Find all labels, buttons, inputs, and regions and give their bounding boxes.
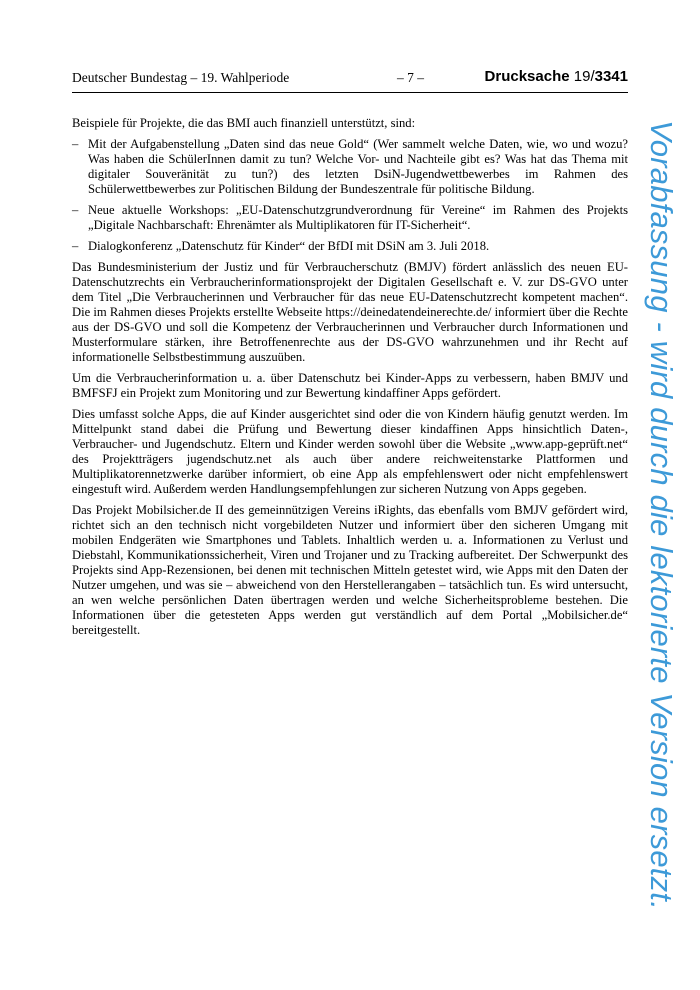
doc-number-prefix: 19/ (573, 68, 595, 85)
list-item-text: Dialogkonferenz „Datenschutz für Kinder“ der BfDI mit DSiN am 3. Juli 2018. (88, 239, 490, 253)
paragraph-bmjv-dsgvo: Das Bundesministerium der Justiz und für Verbraucherschutz (BMJV) fördert anlässlich des neuen EU-Datenschutzrechts ein Verbraucherinformationsprojekt der Digitalen Gesellschaft e. V. zur DS-GVO unter dem Titel „Die Verbraucherinnen und Verbraucher für das neue EU-Datenschutzrecht kompetent machen“. Die im Rahmen dieses Projekts erstellte Webseite https://deinedatendeinerechte.de/ informiert über die Rechte aus der DS-GVO und soll die Kompetenz der Verbraucherinnen und Verbraucher durch Informationen und Musterformulare stärken, ihre Betroffenenrechte aus der DS-GVO wahrzunehmen und ihr Recht auf informationelle Selbstbestimmung auszuüben. (72, 260, 628, 364)
list-item-text: Neue aktuelle Workshops: „EU-Datenschutzgrundverordnung für Vereine“ im Rahmen des Projekts „Digitale Nachbarschaft: Ehrenämter als Multiplikatoren für IT-Sicherheit“. (88, 203, 628, 232)
doc-number: 3341 (594, 68, 628, 85)
paragraph-mobilsicher: Das Projekt Mobilsicher.de II des gemeinnützigen Vereins iRights, das ebenfalls vom BMJV gefördert wird, richtet sich an den technisch nicht vorgebildeten Nutzer und informiert über den sicheren Umgang mit mobilen Endgeräten wie Smartphones und Tablets. Inhaltlich werden u. a. Informationen zu Verlust und Diebstahl, Kommunikationssicherheit, Viren und Trojaner und zu Tracking aufbereitet. Der Schwerpunkt des Projekts sind App-Rezensionen, bei denen mit technischen Mitteln getestet wird, wie Apps mit den Daten der Nutzer umgehen, und was sie – abweichend von den Herstellerangaben – tatsächlich tun. Es wird untersucht, an wen welche persönlichen Daten übertragen werden und welche Sicherheitsprobleme bestehen. Die Informationen über die getesteten Apps werden gut verständlich auf dem Portal „Mobilsicher.de“ bereitgestellt. (72, 503, 628, 637)
list-item (72, 137, 628, 197)
document-number (485, 68, 628, 85)
page-number: – 7 – (397, 70, 424, 85)
watermark-text: Vorabfassung - wird durch die lektorierte Version ersetzt. (644, 120, 679, 910)
paragraph-app-bewertung: Dies umfasst solche Apps, die auf Kinder ausgerichtet sind oder die von Kindern häufig genutzt werden. Im Mittelpunkt stand dabei die Prüfung und Bewertung dieser kindaffinen Apps hinsichtlich Daten-, Verbraucher- und Jugendschutz. Eltern und Kinder werden sowohl über die Website „www.app-geprüft.net“ des Projektträgers jugendschutz.net als auch über andere reichweitenstarke Plattformen und Multiplikatorennetzwerke darüber informiert, ob eine App als empfehlenswert oder nicht empfehlenswert eingestuft wird. Außerdem werden Handlungsempfehlungen zur sicheren Nutzung von Apps gegeben. (72, 407, 628, 496)
paragraph-kinder-apps: Um die Verbraucherinformation u. a. über Datenschutz bei Kinder-Apps zu verbessern, haben BMJV und BMFSFJ ein Projekt zum Monitoring und zur Bewertung kindaffiner Apps gefördert. (72, 371, 628, 400)
project-list (72, 137, 628, 254)
list-item (72, 203, 628, 233)
intro-paragraph: Beispiele für Projekte, die das BMI auch finanziell unterstützt, sind: (72, 116, 416, 130)
bullet-dash: – (72, 239, 79, 253)
list-item (72, 239, 628, 254)
body-text (72, 116, 628, 644)
page-header (72, 70, 628, 93)
draft-watermark (640, 115, 682, 915)
doc-label: Drucksache (484, 68, 570, 85)
bullet-dash: – (72, 203, 79, 217)
header-parliament-term: Deutscher Bundestag – 19. Wahlperiode (72, 70, 290, 85)
bullet-dash: – (72, 137, 79, 151)
list-item-text: Mit der Aufgabenstellung „Daten sind das neue Gold“ (Wer sammelt welche Daten, wie, wo und wozu? Was haben die SchülerInnen damit zu tun? Welche Vor- und Nachteile gibt es? Was hat das Thema mit digitaler Souveränität zu tun?) des letzten DsiN-Jugendwettbewerbes im Rahmen des Schülerwettbewerbes zur Politischen Bildung der Bundeszentrale für politische Bildung. (88, 137, 628, 196)
